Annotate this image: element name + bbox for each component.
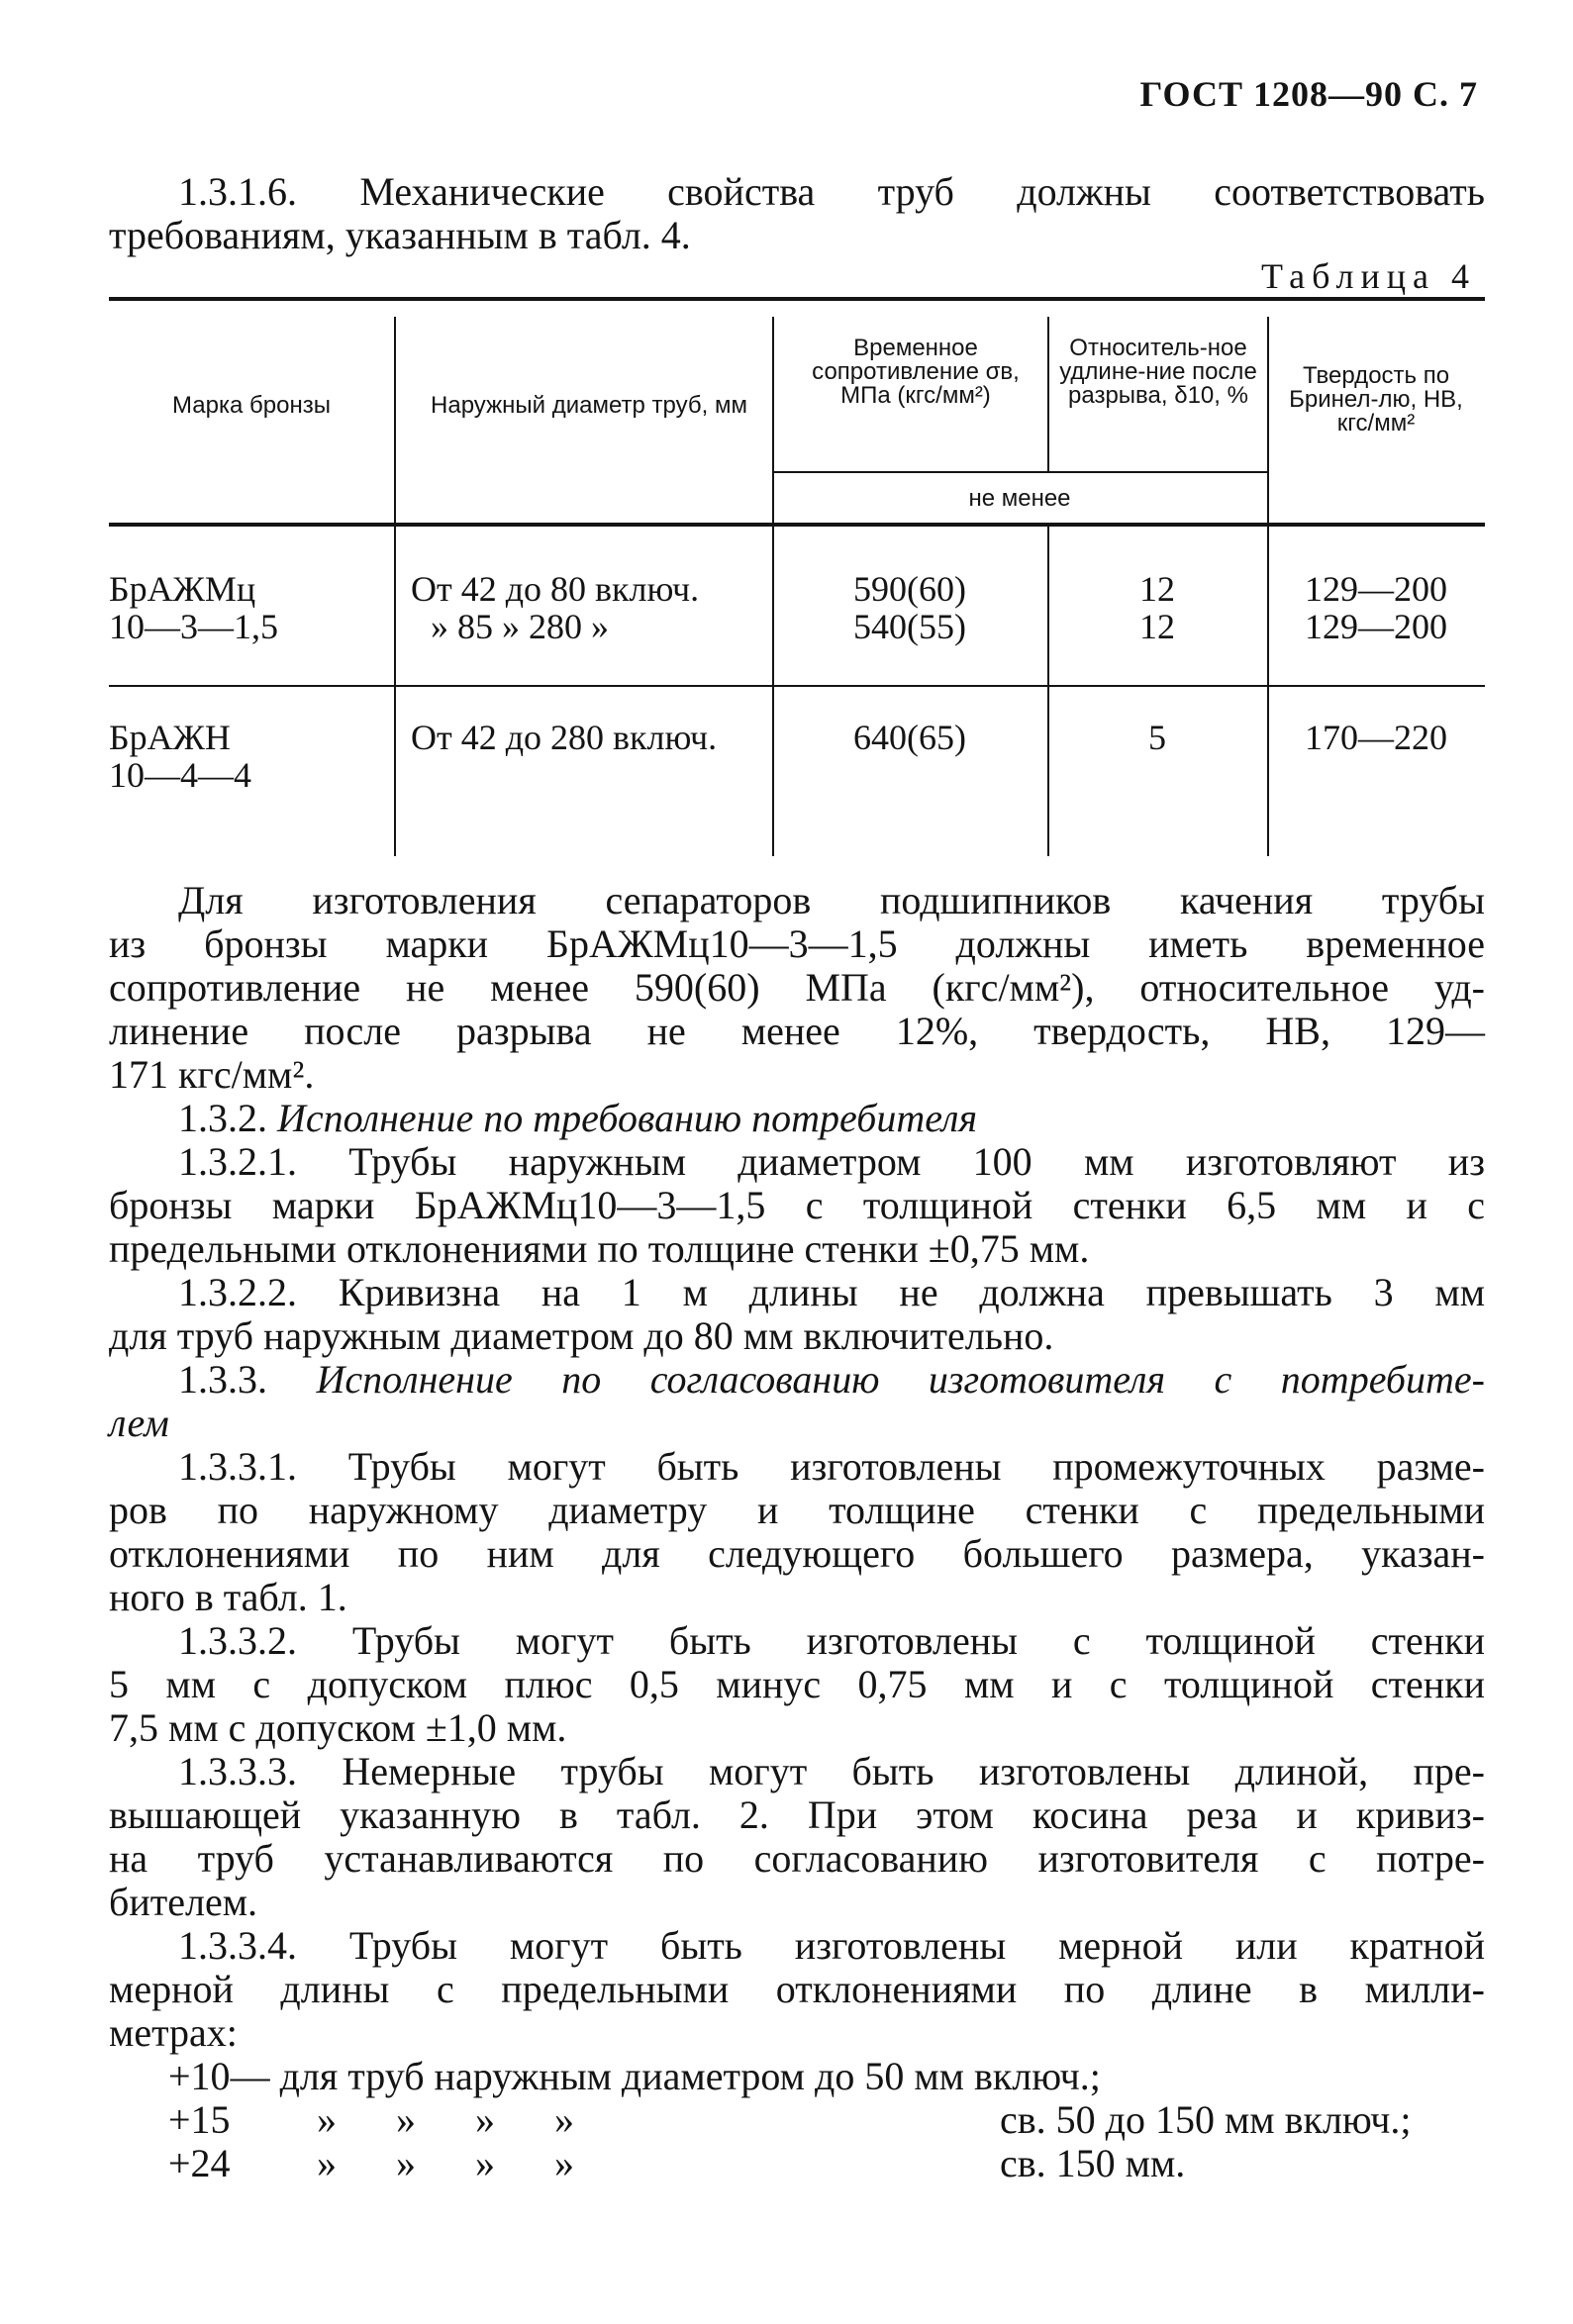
row1-elongation-line2: 12	[1139, 607, 1175, 646]
row2-grade-line1: БрАЖН	[109, 718, 231, 757]
page-header: ГОСТ 1208—90 С. 7	[1139, 74, 1478, 114]
row1-strength-line1: 590(60)	[853, 569, 966, 609]
row1-hardness-line2: 129—200	[1305, 607, 1447, 646]
paragraph-separators	[109, 879, 1485, 1097]
tolerance-value: +10	[168, 2054, 231, 2098]
row1-grade-line1: БрАЖМц	[109, 569, 256, 609]
tolerance-line	[168, 2142, 1185, 2185]
section-1-3-3-heading	[109, 1358, 1485, 1445]
section-number: 1.3.3.	[178, 1357, 267, 1402]
table-rule	[109, 297, 1485, 301]
row1-diameter-line2: » 85 » 280 »	[431, 607, 609, 646]
row1-diameter-line1: От 42 до 80 включ.	[411, 569, 700, 609]
row1-elongation-line1: 12	[1139, 569, 1175, 609]
row2-elongation: 5	[1148, 718, 1166, 757]
tolerance-line	[168, 2098, 1412, 2142]
tolerance-text: — для труб наружным диаметром до 50 мм включ.;	[230, 2054, 1101, 2098]
header-hardness: Твердость по Бринел-лю, HB, кгс/мм²	[1289, 362, 1463, 436]
text-line: ного в табл. 1.	[109, 1575, 347, 1619]
text-line: линение после разрыва не менее 12%, твердость, НВ, 129—	[109, 1009, 1485, 1053]
tolerance-value: +15	[168, 2097, 231, 2142]
text-line: 7,5 мм с допуском ±1,0 мм.	[109, 1705, 567, 1750]
section-title: Исполнение по требованию потребителя	[277, 1096, 978, 1140]
ditto-marks: » » » »	[317, 2097, 574, 2142]
text-line: на труб устанавливаются по согласованию изготовителя с потре-	[109, 1836, 1485, 1881]
text-line: ров по наружному диаметру и толщине стенки с предельными	[109, 1488, 1485, 1532]
table-caption: Таблица 4	[1261, 256, 1476, 296]
table-column-divider	[1047, 317, 1049, 473]
tolerance-line	[168, 2055, 1101, 2098]
text-line: 1.3.2.1. Трубы наружным диаметром 100 мм изготовляют из	[178, 1139, 1485, 1184]
section-number: 1.3.2.	[178, 1096, 267, 1140]
section-1-3-2-heading	[109, 1097, 1485, 1140]
header-strength: Временное сопротивление σв, МПа (кгс/мм²)	[812, 335, 1020, 409]
text-line: бителем.	[109, 1880, 258, 1924]
ditto-marks: » » » »	[317, 2141, 574, 2185]
row1-hardness-line1: 129—200	[1305, 569, 1447, 609]
header-grade: Марка бронзы	[172, 392, 331, 419]
text-line: из бронзы марки БрАЖМц10—3—1,5 должны иметь временное	[109, 921, 1485, 966]
text-line: бронзы марки БрАЖМц10—3—1,5 с толщиной стенки 6,5 мм и с	[109, 1183, 1485, 1227]
text-line: 1.3.3.2. Трубы могут быть изготовлены с толщиной стенки	[178, 1618, 1485, 1663]
header-not-less: не менее	[968, 485, 1071, 512]
section-title: Исполнение по согласованию изготовителя с потребите-	[316, 1357, 1486, 1402]
text-line: сопротивление не менее 590(60) МПа (кгс/мм²), относительное уд-	[109, 965, 1485, 1010]
table-rule	[109, 685, 1485, 687]
text-line: 1.3.3.1. Трубы могут быть изготовлены промежуточных разме-	[178, 1444, 1485, 1489]
text-line: метрах:	[109, 2010, 238, 2055]
paragraph-1-3-3-4	[109, 1924, 1485, 2055]
row1-strength-line2: 540(55)	[853, 607, 966, 646]
paragraph-1-3-3-1	[109, 1445, 1485, 1619]
text-line: для труб наружным диаметром до 80 мм включительно.	[109, 1313, 1054, 1358]
text-line: 171 кгс/мм².	[109, 1052, 315, 1097]
tolerance-value: +24	[168, 2141, 231, 2185]
header-diameter: Наружный диаметр труб, мм	[431, 392, 747, 419]
table-column-divider	[394, 317, 396, 856]
text-line: Для изготовления сепараторов подшипников качения трубы	[178, 878, 1485, 922]
text-line: 1.3.2.2. Кривизна на 1 м длины не должна превышать 3 мм	[178, 1270, 1485, 1314]
text-line: мерной длины с предельными отклонениями по длине в милли-	[109, 1967, 1485, 2011]
text-line: 5 мм с допуском плюс 0,5 минус 0,75 мм и с толщиной стенки	[109, 1662, 1485, 1706]
intro-paragraph	[109, 170, 1485, 257]
row1-grade-line2: 10—3—1,5	[109, 607, 278, 646]
text-line: требованиям, указанным в табл. 4.	[109, 213, 691, 257]
text-line: 1.3.1.6. Механические свойства труб должны соответствовать	[178, 169, 1485, 214]
tolerance-text: св. 50 до 150 мм включ.;	[1000, 2097, 1412, 2142]
table-rule	[772, 471, 1267, 473]
row2-grade-line2: 10—4—4	[109, 755, 251, 795]
row2-diameter: От 42 до 280 включ.	[411, 718, 718, 757]
paragraph-1-3-3-3	[109, 1750, 1485, 1924]
text-line: предельными отклонениями по толщине стенки ±0,75 мм.	[109, 1226, 1090, 1271]
text-line: 1.3.3.3. Немерные трубы могут быть изготовлены длиной, пре-	[178, 1749, 1485, 1793]
paragraph-1-3-2-2	[109, 1271, 1485, 1358]
header-elongation: Относитель-ное удлине-ние после разрыва, δ10, %	[1059, 335, 1257, 409]
row2-strength: 640(65)	[853, 718, 966, 757]
text-line: 1.3.3.4. Трубы могут быть изготовлены мерной или кратной	[178, 1923, 1485, 1968]
properties-table	[109, 297, 1485, 856]
text-line: отклонениями по ним для следующего большего размера, указан-	[109, 1531, 1485, 1576]
paragraph-1-3-3-2	[109, 1619, 1485, 1750]
table-rule	[109, 523, 1485, 527]
paragraph-1-3-2-1	[109, 1140, 1485, 1271]
row2-hardness: 170—220	[1305, 718, 1447, 757]
section-title-cont: лем	[109, 1401, 169, 1445]
tolerance-text: св. 150 мм.	[1000, 2141, 1186, 2185]
text-line: вышающей указанную в табл. 2. При этом косина реза и кривиз-	[109, 1792, 1485, 1837]
